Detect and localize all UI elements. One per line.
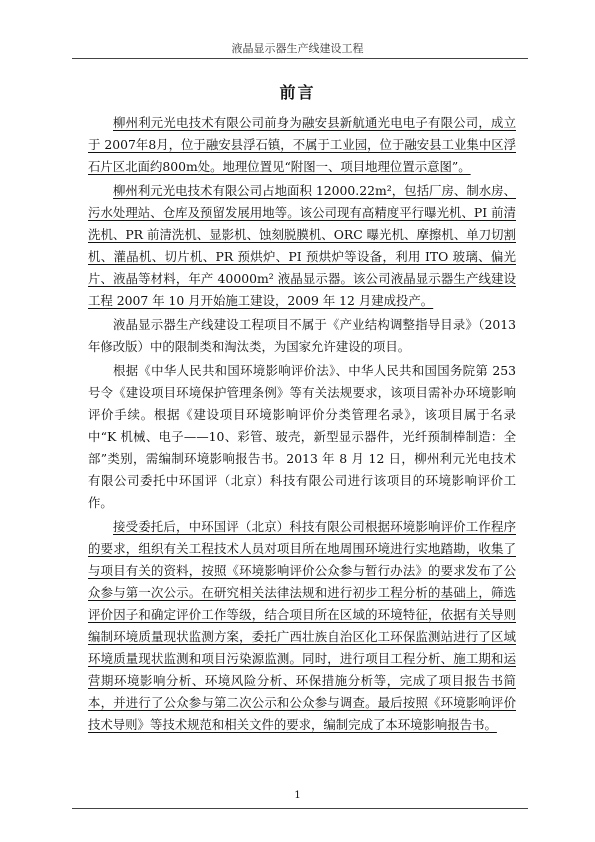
section-heading: 前言 xyxy=(279,83,316,102)
paragraph-legal-basis: 根据《中华人民共和国环境影响评价法》、中华人民共和国国务院第 253 号令《建设项目环境保护管理条例》等有关法规要求，该项目需补办环境影响评价手续。根据《建设项目环境影响评价分类管理名录》，该项目属于名录中“K 机械、电子——10、彩管、玻壳，新型显示器件，光纤预制棒制造：全部”类别，需编制环境影响报告书。2013 年 8 月 12 日，柳州利元光电技术有限公司委托中环国评（北京）科技有限公司进行该项目的环境影响评价工作。 xyxy=(88,363,516,510)
paragraph-company-intro: 柳州利元光电技术有限公司前身为融安县新航通光电电子有限公司，成立于 2007年8月，位于融安县浮石镇，不属于工业园，位于融安县工业集中区浮石片区北面约800m处。地理位置见“附图一、项目地理位置示意图”。 xyxy=(88,115,516,174)
paragraph-site-equipment: 柳州利元光电技术有限公司占地面积 12000.22m²，包括厂房、制水房、污水处理站、仓库及预留发展用地等。该公司现有高精度平行曝光机、PI 前清洗机、PR 前清洗机、显影机、蚀刻脱膜机、ORC 曝光机、摩擦机、单刀切割机、灌晶机、切片机、PR 预烘炉、PI 预烘炉等设备，利用 ITO 玻璃、偏光片、液晶等材料，年产 40000m² 液晶显示器。该公司液晶显示器生产线建设工程 2007 年 10 月开始施工建设，2009 年 12 月建成投产。 xyxy=(88,183,516,308)
paragraph-industrial-policy: 液晶显示器生产线建设工程项目不属于《产业结构调整指导目录》（2013 年修改版）中的限制类和淘汰类，为国家允许建设的项目。 xyxy=(88,317,516,354)
page-number: 1 xyxy=(294,790,301,801)
document-body xyxy=(88,112,516,738)
paragraph-assessment-process: 接受委托后，中环国评（北京）科技有限公司根据环境影响评价工作程序的要求，组织有关工程技术人员对项目所在地周围环境进行实地踏勘，收集了与项目有关的资料，按照《环境影响评价公众参与暂行办法》的要求发布了公众参与第一次公示。在研究相关法律法规和进行初步工程分析的基础上，筛选评价因子和确定评价工作等级，结合项目所在区域的环境特征，依据有关导则编制环境质量现状监测方案，委托广西壮族自治区化工环保监测站进行了区域环境质量现状监测和项目污染源监测。同时，进行项目工程分析、施工期和运营期环境影响分析、环境风险分析、环保措施分析等，完成了项目报告书简本，并进行了公众参与第二次公示和公众参与调查。最后按照《环境影响评价技术导则》等技术规范和相关文件的要求，编制完成了本环境影响报告书。 xyxy=(88,519,516,732)
footer-divider xyxy=(72,808,528,809)
header-divider xyxy=(72,58,528,59)
running-header: 液晶显示器生产线建设工程 xyxy=(231,42,364,55)
